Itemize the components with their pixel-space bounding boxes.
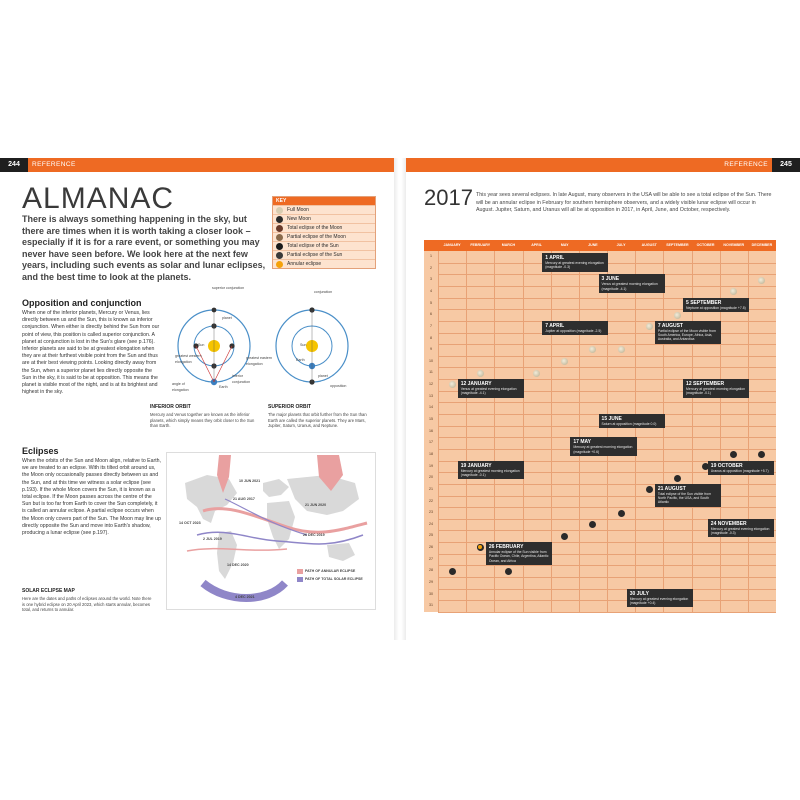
new-moon-marker: [589, 521, 596, 528]
sup-label-earth: Earth: [296, 358, 305, 362]
key-row: [273, 205, 375, 214]
day-label: 13: [429, 393, 433, 398]
event-box: [542, 321, 608, 335]
full-moon-marker: [449, 381, 456, 388]
day-label: 30: [429, 591, 433, 596]
event-box: [542, 253, 608, 272]
event-date: 1 APRIL: [545, 255, 565, 261]
day-row-line: [438, 356, 776, 357]
page-title: ALMANAC: [22, 182, 175, 215]
day-label: 26: [429, 545, 433, 550]
day-row-line: [438, 496, 776, 497]
event-date: 5 SEPTEMBER: [686, 299, 722, 306]
day-row-line: [438, 612, 776, 613]
total-legend-label: PATH OF TOTAL SOLAR ECLIPSE: [305, 577, 363, 581]
month-label: SEPTEMBER: [666, 243, 689, 247]
map-label-21jun2020: 21 JUN 2020: [305, 503, 327, 507]
day-label: 6: [430, 312, 432, 317]
day-label: 23: [429, 510, 433, 515]
day-label: 1: [430, 254, 432, 258]
event-description: Uranus at opposition (magnitude +5.7): [710, 468, 769, 473]
key-box: [272, 196, 376, 269]
day-label: 17: [429, 440, 433, 445]
inf-label-angle: angle of elongation: [172, 382, 189, 392]
key-label: Total eclipse of the Moon: [287, 225, 343, 231]
months-header-row: [424, 240, 776, 251]
event-date: 7 APRIL: [545, 322, 565, 329]
month-column-line: [466, 251, 467, 612]
day-row-line: [438, 344, 776, 345]
key-title: KEY: [273, 197, 375, 205]
event-date: 19 OCTOBER: [710, 462, 743, 469]
day-label: 31: [429, 603, 433, 608]
day-label: 21: [429, 486, 433, 491]
key-row: [273, 232, 375, 241]
month-column-line: [663, 251, 664, 612]
day-row-line: [438, 589, 776, 590]
event-date: 15 JUNE: [601, 416, 622, 423]
day-row-line: [438, 577, 776, 578]
key-symbol-icon: [276, 207, 283, 214]
day-label: 27: [429, 556, 433, 561]
sup-label-opposition: opposition: [330, 384, 347, 388]
day-label: 2: [430, 265, 432, 270]
event-date: 24 NOVEMBER: [710, 520, 747, 527]
day-label: 25: [429, 533, 433, 538]
day-label: 7: [430, 323, 432, 328]
annular-legend-label: PATH OF ANNULAR ECLIPSE: [305, 569, 356, 573]
day-label: 8: [430, 335, 432, 340]
event-description: Total eclipse of the Sun visible from North Pacific, the USA, and South Atlantic: [657, 491, 712, 505]
map-label-10jun2021: 10 JUN 2021: [239, 479, 261, 483]
new-moon-marker: [674, 475, 681, 482]
eclipses-body: When the orbits of the Sun and Moon align, relative to Earth, we are treated to an eclipse. With its tilted orbit around us, the Moon only occasionally passes directly between us and the Sun, and at this time we witness a solar eclipse (see p.193). If the whole Moon covers the Sun, it is known as a total eclipse. If the Moon passes across the centre of the Sun but is too far from Earth to cover the Sun completely, it is called an annular eclipse. A partial eclipse occurs when the Moon only covers part of the Sun. The Moon may line up directly opposite the Sun and move into Earth's shadow, producing a lunar eclipse (see p.197).: [22, 458, 161, 537]
left-page-number: 244: [0, 158, 28, 172]
day-label: 18: [429, 451, 433, 456]
full-moon-marker: [589, 346, 596, 353]
key-label: New Moon: [287, 216, 311, 222]
inf-label-planet: planet: [222, 316, 232, 320]
month-label: MARCH: [501, 243, 516, 247]
key-row: [273, 214, 375, 223]
solar-eclipse-map: [166, 452, 376, 610]
event-box: [570, 437, 636, 456]
inf-label-eastern: greatest eastern elongation: [246, 356, 272, 366]
month-label: AUGUST: [641, 243, 657, 247]
new-moon-marker: [730, 451, 737, 458]
full-moon-marker: [758, 277, 765, 284]
right-page-number: 245: [772, 158, 800, 172]
inf-label-sun: Sun: [198, 343, 205, 347]
day-label: 16: [429, 428, 433, 433]
key-label: Total eclipse of the Sun: [287, 243, 339, 249]
sup-label-sun: Sun: [300, 343, 307, 347]
key-row: [273, 223, 375, 232]
world-map-graphic: [167, 453, 375, 609]
event-date: 21 AUGUST: [657, 485, 686, 492]
opposition-heading: Opposition and conjunction: [22, 298, 142, 308]
inferior-caption-title: INFERIOR ORBIT: [150, 404, 191, 410]
superior-caption-title: SUPERIOR ORBIT: [268, 404, 312, 410]
month-column-line: [579, 251, 580, 612]
day-row-line: [438, 507, 776, 508]
month-column-line: [607, 251, 608, 612]
event-box: [655, 321, 721, 344]
month-label: MAY: [560, 243, 569, 247]
event-description: Mercury at greatest evening elongation (magnitude +0.4): [629, 596, 689, 605]
month-label: OCTOBER: [696, 243, 715, 247]
map-caption: Here are the dates and paths of eclipses around the world. Note there is one hybrid eclipse on 20 April 2023, which starts annular, becomes total, and returns to annular.: [22, 596, 152, 613]
day-row-line: [438, 484, 776, 485]
day-row-line: [438, 367, 776, 368]
event-date: 3 JUNE: [601, 276, 620, 283]
event-box: [708, 519, 774, 538]
day-label: 12: [429, 382, 433, 387]
key-symbol-icon: [276, 252, 283, 259]
event-description: Mercury at greatest morning elongation (magnitude -0.1): [686, 387, 746, 396]
superior-caption: The major planets that orbit further from the Sun than Earth are called the superior planets. They are Mars, Jupiter, Saturn, Uranus, and Neptune.: [268, 412, 367, 429]
superior-orbit-diagram: [270, 284, 374, 400]
inferior-caption: Mercury and Venus together are known as the inferior planets, which simply means they orbit closer to the Sun than Earth.: [150, 412, 255, 429]
key-label: Partial eclipse of the Sun: [287, 252, 343, 258]
left-section-label: REFERENCE: [28, 158, 394, 172]
map-label-26dec2019: 26 DEC 2019: [303, 533, 325, 537]
total-legend-swatch: [297, 577, 303, 582]
key-label: Annular eclipse: [287, 261, 322, 267]
full-moon-marker: [533, 370, 540, 377]
event-description: Mercury at greatest morning elongation (magnitude -0.1): [460, 468, 520, 477]
new-moon-marker: [618, 510, 625, 517]
inf-label-superior: superior conjunction: [212, 286, 245, 290]
inf-label-inferior: inferior conjunction: [232, 374, 251, 384]
month-label: JULY: [616, 243, 626, 247]
day-label: 5: [430, 300, 432, 305]
event-description: Partial eclipse of the Moon visible from South America, Europe, Africa, Asia, Australia, and Antarctica: [657, 328, 716, 342]
event-date: 7 AUGUST: [657, 322, 683, 329]
full-moon-marker: [674, 312, 681, 319]
event-description: Mercury at greatest evening elongation (magnitude -0.3): [545, 261, 604, 270]
almanac-calendar-chart: [424, 240, 776, 612]
event-box: [655, 484, 721, 507]
event-box: [599, 414, 665, 428]
eclipses-heading: Eclipses: [22, 446, 59, 456]
new-moon-marker: [646, 486, 653, 493]
month-column-line: [635, 251, 636, 612]
sup-label-planet: planet: [318, 374, 328, 378]
event-box: [458, 461, 524, 480]
page-bottom-margin: [0, 640, 800, 800]
day-label: 4: [430, 288, 432, 293]
key-symbol-icon: [276, 225, 283, 232]
month-label: DECEMBER: [751, 243, 773, 247]
event-description: Jupiter at opposition (magnitude -2.5): [545, 328, 602, 333]
event-box: [486, 542, 552, 565]
key-row: [273, 259, 375, 268]
inf-label-western: greatest western elongation: [175, 354, 202, 364]
sup-label-conjunction: conjunction: [314, 290, 333, 294]
key-label: Partial eclipse of the Moon: [287, 234, 346, 240]
map-label-4dec2021: 4 DEC 2021: [235, 595, 255, 599]
day-label: 10: [429, 358, 433, 363]
map-label-14oct2023: 14 OCT 2023: [179, 521, 201, 525]
opposition-body: When one of the inferior planets, Mercury or Venus, lies directly between us and the Sun, this is known as inferior conjunction. When either is directly behind the Sun from our point of view, this position is called superior conjunction. A planet at conjunction is lost in the Sun's glare (see p.176). Inferior planets are said to be at greatest elongation when they are at their furthest visible point from the Sun and thus are at their best viewing points. Looking directly away from the Sun, when a superior planet lies directly opposite the Sun in the sky, it is said to be at opposition. This means the planet is visible most of the night, and is at its brightest and highest in the sky.: [22, 310, 160, 396]
day-label: 22: [429, 498, 433, 503]
day-label: 20: [429, 475, 433, 480]
new-moon-marker: [449, 568, 456, 575]
key-symbol-icon: [276, 234, 283, 241]
map-label-14dec2020: 14 DEC 2020: [227, 563, 249, 567]
day-label: 3: [430, 277, 432, 282]
new-moon-marker: [758, 451, 765, 458]
event-box: [627, 589, 693, 608]
day-label: 11: [429, 370, 433, 375]
day-label: 29: [429, 580, 433, 585]
month-label: JUNE: [588, 243, 598, 247]
event-date: 19 JANUARY: [460, 462, 492, 469]
month-label: NOVEMBER: [723, 243, 745, 247]
key-row: [273, 241, 375, 250]
month-label: JANUARY: [443, 243, 461, 247]
map-label-2jul2019: 2 JUL 2019: [203, 537, 222, 541]
day-label: 14: [429, 405, 433, 410]
event-box: [708, 461, 774, 475]
event-date: 12 JANUARY: [460, 381, 492, 388]
day-label: 15: [429, 417, 433, 422]
key-label: Full Moon: [287, 207, 309, 213]
day-row-line: [438, 402, 776, 403]
day-label: 9: [430, 347, 432, 352]
inf-label-earth: Earth: [219, 385, 228, 389]
event-description: Mercury at greatest evening elongation (magnitude -0.3): [710, 526, 770, 536]
event-description: Venus at greatest evening elongation (magnitude -4.1): [460, 387, 517, 396]
day-label: 28: [429, 568, 433, 573]
key-row: [273, 250, 375, 259]
event-date: 12 SEPTEMBER: [686, 381, 725, 388]
event-box: [599, 274, 665, 293]
key-symbol-icon: [276, 243, 283, 250]
day-label: 24: [429, 521, 433, 526]
new-moon-marker: [505, 568, 512, 575]
annular-legend-swatch: [297, 569, 303, 574]
event-box: [683, 298, 749, 312]
full-moon-marker: [618, 346, 625, 353]
day-row-line: [438, 565, 776, 566]
page-top-margin: [0, 0, 800, 158]
book-gutter: [394, 158, 406, 640]
month-label: FEBRUARY: [470, 243, 491, 247]
event-box: [458, 379, 524, 398]
event-date: 17 MAY: [573, 439, 591, 446]
map-label-21aug2017: 21 AUG 2017: [233, 497, 255, 501]
year-intro: This year sees several eclipses. In late August, many observers in the USA will be able to see a total eclipse of the Sun. There will be an annular eclipse in February for southern hemisphere observers, and a widely visible lunar eclipse will occur in August. Jupiter, Saturn, and Uranus will all be at opposition in 2017, in April, June, and October, respectively.: [476, 192, 772, 213]
full-moon-marker: [646, 323, 653, 330]
key-list: [273, 205, 375, 268]
year-heading: 2017: [424, 185, 473, 210]
day-row-line: [438, 600, 776, 601]
full-moon-marker: [477, 370, 484, 377]
month-label: APRIL: [531, 243, 542, 247]
event-description: Saturn at opposition (magnitude 0.0): [601, 422, 657, 427]
key-symbol-icon: [276, 261, 283, 268]
map-caption-title: SOLAR ECLIPSE MAP: [22, 588, 75, 594]
event-date: 30 JULY: [629, 590, 649, 597]
day-label: 19: [429, 463, 433, 468]
key-symbol-icon: [276, 216, 283, 223]
full-moon-marker: [561, 358, 568, 365]
event-date: 26 FEBRUARY: [488, 544, 524, 551]
month-column-line: [438, 251, 439, 612]
event-box: [683, 379, 749, 398]
full-moon-marker: [730, 288, 737, 295]
event-description: Mercury at greatest morning elongation (magnitude +0.6): [573, 445, 633, 454]
event-description: Venus at greatest morning elongation (magnitude -4.1): [601, 282, 658, 291]
new-moon-marker: [561, 533, 568, 540]
event-description: Neptune at opposition (magnitude +7.8): [686, 305, 746, 310]
event-description: Annular eclipse of the Sun visible from Pacific Ocean, Chile, Argentina, Atlantic Ocean, and Africa: [488, 550, 549, 563]
intro-paragraph: There is always something happening in the sky, but there are times when it is worth taking a closer look – especially if it is for a rare event, or something you may never have seen before. We look here at the next few years, including such events as solar and lunar eclipses, and the best time to look at the planets.: [22, 214, 266, 282]
right-section-label: REFERENCE: [406, 158, 772, 172]
